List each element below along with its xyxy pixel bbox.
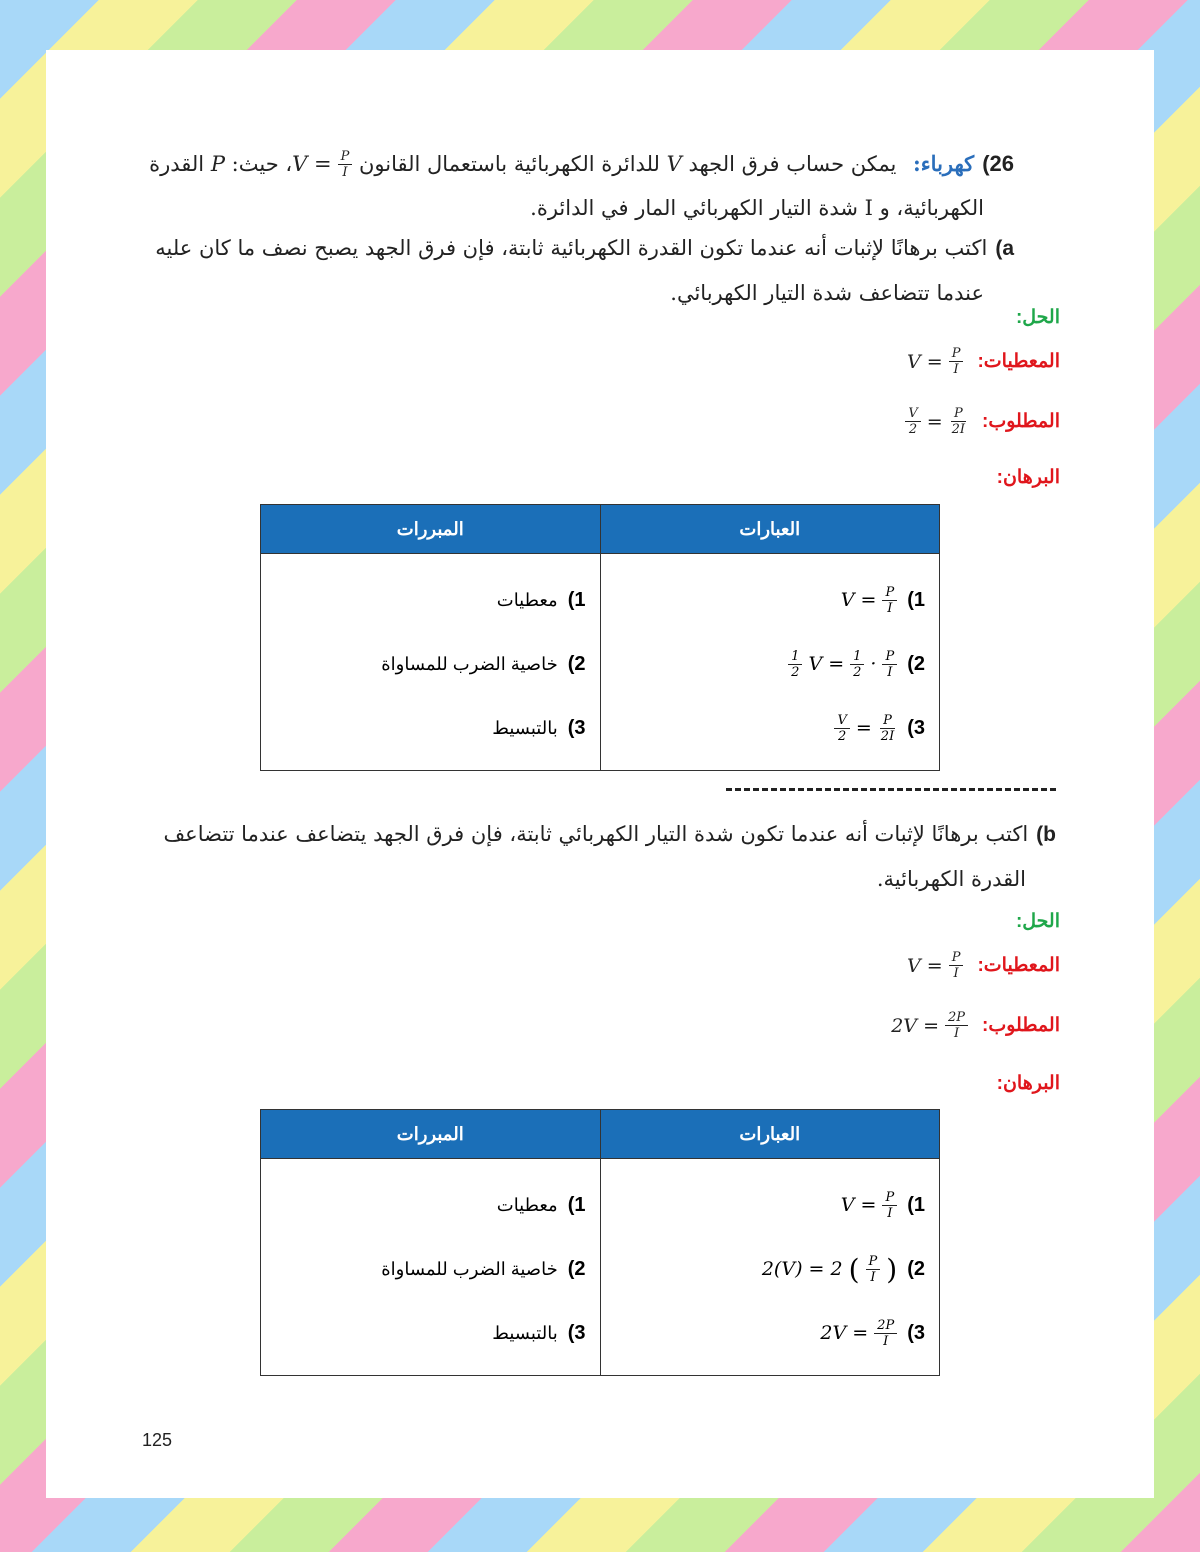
frac-num: 1 — [788, 649, 802, 665]
part-b-given-label: المعطيات: — [977, 955, 1060, 976]
problem-text-b: للدائرة الكهربائية باستعمال القانون — [359, 152, 660, 176]
math-fraction — [882, 585, 897, 616]
math-text: V = — [808, 653, 845, 675]
math-fraction — [882, 649, 897, 680]
reason-text: بالتبسيط — [492, 717, 558, 738]
problem-line-2: الكهربائية، و I شدة التيار الكهربائي المار في الدائرة. — [530, 196, 984, 220]
col-statements-header: العبارات — [600, 1110, 940, 1159]
col-reasons-header: المبررات — [261, 1110, 601, 1159]
law-den: I — [342, 164, 348, 180]
row-number: 2) — [567, 652, 586, 675]
part-a-statement — [155, 226, 1014, 315]
reason-row — [275, 1301, 586, 1365]
row-number: 2) — [907, 1257, 925, 1280]
statement-math — [762, 1253, 897, 1286]
frac-num: 2P — [874, 1318, 897, 1334]
statement-math — [841, 1190, 897, 1221]
worksheet-page — [46, 50, 1154, 1498]
frac-num: 2P — [945, 1010, 968, 1026]
part-a-given — [907, 346, 1060, 377]
col-statements-header: العبارات — [600, 505, 940, 554]
frac-den: 2 — [838, 728, 847, 744]
part-b-proof-label: البرهان: — [996, 1073, 1060, 1094]
part-b-given — [907, 950, 1060, 981]
statement-row — [615, 632, 926, 696]
row-number: 3) — [907, 1321, 925, 1344]
part-a-given-formula — [907, 346, 963, 377]
math-text: V = — [840, 589, 877, 611]
row-number: 1) — [567, 1193, 586, 1216]
table-body-row — [261, 1159, 940, 1376]
law-fraction — [338, 149, 353, 180]
part-b-line-1 — [163, 812, 1056, 857]
part-a-required-label: المطلوب: — [982, 411, 1060, 432]
law-lhs: V = — [292, 152, 332, 176]
frac-den: I — [953, 1026, 960, 1041]
table-body-row — [261, 554, 940, 771]
frac-den: I — [953, 966, 959, 981]
math-fraction — [874, 1318, 897, 1349]
reason-row — [275, 632, 586, 696]
frac-num: P — [882, 649, 897, 665]
math-fraction — [882, 1190, 897, 1221]
reason-text: معطيات — [496, 1194, 558, 1215]
frac-num: P — [882, 585, 897, 601]
math-text: = — [855, 717, 872, 739]
problem-text-c: ، حيث: — [231, 152, 293, 176]
math-fraction — [850, 649, 864, 680]
part-b-required — [891, 1010, 1060, 1041]
frac-den: 2 — [853, 664, 862, 680]
statement-math — [834, 713, 897, 744]
reason-row — [275, 1237, 586, 1301]
frac-num: P — [866, 1254, 881, 1270]
part-a-given-lhs: V = — [907, 350, 943, 373]
problem-text-a: يمكن حساب فرق الجهد — [688, 152, 897, 176]
reasons-cell — [261, 1159, 601, 1376]
reason-row — [275, 1173, 586, 1237]
row-number: 2) — [907, 652, 925, 675]
page-number: 125 — [142, 1430, 173, 1450]
math-text: · — [870, 653, 877, 675]
frac-num: 1 — [850, 649, 864, 665]
frac-num: P — [949, 950, 964, 966]
frac-right — [949, 406, 968, 437]
frac-den: I — [887, 600, 893, 616]
var-v: V — [666, 152, 682, 176]
dashed-divider — [726, 788, 1056, 791]
statements-cell — [600, 554, 940, 771]
statement-row — [615, 1173, 926, 1237]
reason-row — [275, 696, 586, 760]
law-num: P — [338, 149, 353, 165]
math-paren: ( — [848, 1252, 860, 1286]
statement-row — [615, 1237, 926, 1301]
math-fraction — [866, 1254, 881, 1285]
col-reasons-header: المبررات — [261, 505, 601, 554]
frac-den: I — [883, 1333, 889, 1349]
statement-row — [615, 568, 926, 632]
statement-math — [788, 649, 897, 680]
part-b-given-lhs: V = — [907, 954, 943, 977]
frac-den: I — [887, 664, 893, 680]
frac-den: 2I — [880, 728, 895, 744]
table-header-row — [261, 1110, 940, 1159]
statement-row — [615, 696, 926, 760]
math-text: 2(V) = 2 — [761, 1258, 843, 1280]
frac-num: P — [880, 713, 895, 729]
math-fraction — [834, 713, 849, 744]
row-number: 3) — [567, 1321, 586, 1344]
part-a-required — [905, 406, 1060, 437]
problem-topic: كهرباء: — [913, 151, 975, 176]
var-p: P — [210, 152, 225, 176]
row-number: 2) — [567, 1257, 586, 1280]
frac-num: P — [951, 406, 966, 422]
reason-text: معطيات — [496, 589, 558, 610]
statement-math — [820, 1318, 897, 1349]
part-b-letter: b) — [1036, 823, 1056, 846]
row-number: 1) — [907, 588, 925, 611]
frac-num: V — [905, 406, 920, 422]
part-a-given-label: المعطيات: — [977, 351, 1060, 372]
row-number: 1) — [907, 1193, 925, 1216]
part-a-proof-label: البرهان: — [996, 467, 1060, 488]
statements-cell — [600, 1159, 940, 1376]
part-a-solution-label: الحل: — [1015, 307, 1060, 328]
row-number: 3) — [907, 716, 925, 739]
reason-text: بالتبسيط — [492, 1322, 558, 1343]
reason-row — [275, 568, 586, 632]
part-b-required-label: المطلوب: — [982, 1015, 1060, 1036]
frac-num: P — [949, 346, 964, 362]
part-a-line-1 — [155, 226, 1014, 271]
frac-num: V — [834, 713, 849, 729]
part-b-line-2: القدرة الكهربائية. — [876, 867, 1026, 891]
frac-den: I — [887, 1205, 893, 1221]
row-number: 3) — [567, 716, 586, 739]
part-a-letter: a) — [995, 237, 1014, 260]
math-text: V = — [840, 1194, 877, 1216]
part-a-required-formula — [905, 406, 968, 437]
law-formula — [292, 142, 352, 186]
part-b-statement — [163, 812, 1056, 901]
part-a-proof-table — [260, 504, 940, 771]
part-b-required-lhs: 2V = — [891, 1014, 939, 1037]
row-number: 1) — [567, 588, 586, 611]
reasons-cell — [261, 554, 601, 771]
part-b-text-1: اكتب برهانًا لإثبات أنه عندما تكون شدة التيار الكهربائي ثابتة، فإن فرق الجهد يتضاعف عندما تتضاعف — [163, 822, 1029, 846]
part-b-given-formula — [907, 950, 963, 981]
reason-text: خاصية الضرب للمساواة — [381, 1258, 558, 1279]
part-b-solution-label: الحل: — [1015, 911, 1060, 932]
math-paren: ) — [886, 1252, 898, 1286]
part-b-required-formula — [891, 1010, 968, 1041]
math-fraction — [878, 713, 897, 744]
equals-sign: = — [926, 410, 943, 433]
frac-den: 2I — [951, 422, 966, 437]
part-a-text-1: اكتب برهانًا لإثبات أنه عندما تكون القدرة الكهربائية ثابتة، فإن فرق الجهد يصبح نصف ما كان عليه — [155, 236, 988, 260]
math-fraction — [788, 649, 802, 680]
problem-line-1 — [149, 142, 1014, 186]
problem-text — [149, 142, 1014, 230]
part-a-line-2: عندما تتضاعف شدة التيار الكهربائي. — [670, 281, 984, 305]
problem-text-d: القدرة — [149, 152, 205, 176]
frac-den: 2 — [908, 422, 918, 437]
statement-math — [841, 585, 897, 616]
frac-num: P — [882, 1190, 897, 1206]
frac-left — [905, 406, 920, 437]
part-b-proof-table — [260, 1109, 940, 1376]
frac-den: I — [953, 362, 959, 377]
table-header-row — [261, 505, 940, 554]
reason-text: خاصية الضرب للمساواة — [381, 653, 558, 674]
part-b-given-fraction — [949, 950, 964, 981]
math-text: 2V = — [820, 1322, 869, 1344]
problem-number: 26) — [982, 151, 1014, 176]
part-b-required-fraction — [945, 1010, 968, 1041]
part-a-given-fraction — [949, 346, 964, 377]
frac-den: I — [870, 1269, 876, 1285]
statement-row — [615, 1301, 926, 1365]
frac-den: 2 — [791, 664, 800, 680]
